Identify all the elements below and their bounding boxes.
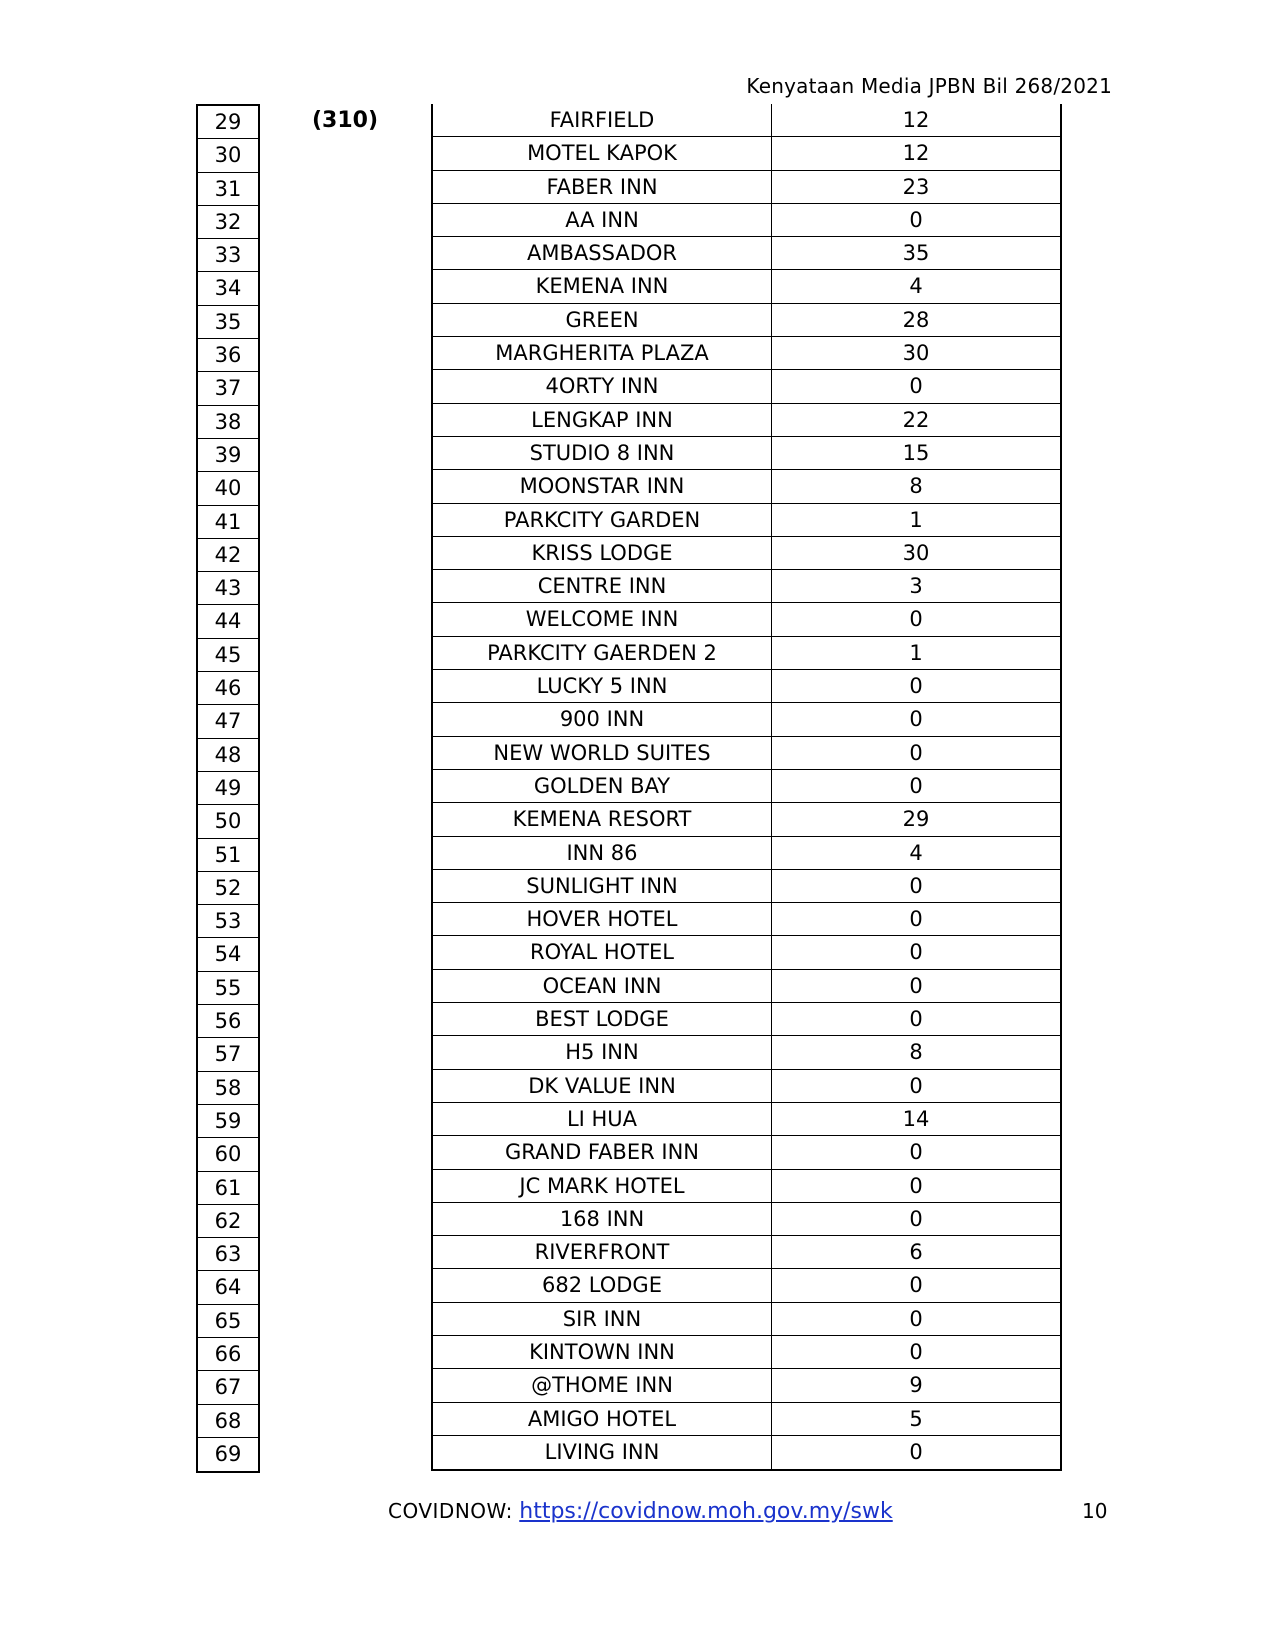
row-number: 63 (198, 1238, 258, 1271)
case-count: 8 (909, 1040, 923, 1065)
row-number: 55 (198, 972, 258, 1005)
row-number: 37 (198, 372, 258, 405)
premise-name: STUDIO 8 INN (433, 437, 772, 469)
premise-name: LUCKY 5 INN (433, 670, 772, 702)
row-number: 44 (198, 605, 258, 638)
row-number: 38 (198, 406, 258, 439)
table-row (433, 903, 1060, 936)
table-row (433, 337, 1060, 370)
table-row (433, 171, 1060, 204)
case-count: 9 (909, 1373, 923, 1398)
table-row (433, 670, 1060, 703)
row-number: 54 (198, 938, 258, 971)
footer (388, 1499, 893, 1524)
case-count: 5 (909, 1406, 923, 1431)
case-count: 8 (909, 474, 923, 499)
row-number: 50 (198, 805, 258, 838)
premise-name: RIVERFRONT (433, 1236, 772, 1268)
premise-name: WELCOME INN (433, 603, 772, 635)
row-number: 60 (198, 1138, 258, 1171)
row-number: 56 (198, 1005, 258, 1038)
case-count: 12 (902, 108, 930, 132)
table-row (433, 737, 1060, 770)
case-count: 4 (909, 840, 923, 865)
table-row (433, 437, 1060, 470)
table-row (433, 870, 1060, 903)
footer-label: COVIDNOW: (388, 1499, 513, 1523)
table-row (433, 1070, 1060, 1103)
case-count: 0 (909, 1339, 923, 1364)
case-count: 0 (909, 873, 923, 898)
group-total-label: (310) (312, 108, 379, 133)
row-number: 57 (198, 1038, 258, 1071)
row-number: 34 (198, 272, 258, 305)
table-row (433, 537, 1060, 570)
premise-name: JC MARK HOTEL (433, 1170, 772, 1202)
case-count: 3 (909, 574, 923, 599)
table-row (433, 1103, 1060, 1136)
row-number: 41 (198, 506, 258, 539)
premise-name: CENTRE INN (433, 570, 772, 602)
row-number: 52 (198, 872, 258, 905)
table-row (433, 470, 1060, 503)
premise-name: FABER INN (433, 171, 772, 203)
premise-name: H5 INN (433, 1036, 772, 1068)
case-count: 0 (909, 1439, 923, 1464)
table-row (433, 1369, 1060, 1402)
row-number: 62 (198, 1205, 258, 1238)
row-number: 42 (198, 539, 258, 572)
table-row (433, 1269, 1060, 1302)
case-count: 1 (909, 507, 923, 532)
premise-name: NEW WORLD SUITES (433, 737, 772, 769)
row-number: 36 (198, 339, 258, 372)
case-count: 0 (909, 207, 923, 232)
table-row (433, 304, 1060, 337)
case-count: 4 (909, 274, 923, 299)
case-count: 0 (909, 1007, 923, 1032)
case-count: 12 (902, 141, 930, 166)
case-count: 14 (902, 1106, 930, 1131)
case-count: 15 (902, 440, 930, 465)
case-count: 0 (909, 740, 923, 765)
case-count: 0 (909, 374, 923, 399)
table-row (433, 1236, 1060, 1269)
row-number: 69 (214, 1441, 242, 1466)
table-row (433, 603, 1060, 636)
row-number: 32 (198, 206, 258, 239)
table-row (433, 970, 1060, 1003)
row-number: 39 (198, 439, 258, 472)
table-row (433, 837, 1060, 870)
table-row (433, 1036, 1060, 1069)
premise-name: KINTOWN INN (433, 1336, 772, 1368)
row-number: 45 (198, 639, 258, 672)
premise-name: INN 86 (433, 837, 772, 869)
premise-name: BEST LODGE (433, 1003, 772, 1035)
premise-name: KEMENA INN (433, 270, 772, 302)
table-row (433, 1303, 1060, 1336)
table-row (433, 803, 1060, 836)
table-row (433, 1136, 1060, 1169)
case-count: 0 (909, 973, 923, 998)
row-number: 49 (198, 772, 258, 805)
table-row (433, 1403, 1060, 1436)
row-number: 61 (198, 1172, 258, 1205)
case-count: 1 (909, 640, 923, 665)
premise-name: AMIGO HOTEL (433, 1403, 772, 1435)
case-count: 35 (902, 241, 930, 266)
case-count: 29 (902, 807, 930, 832)
case-count: 6 (909, 1240, 923, 1265)
table-row (433, 404, 1060, 437)
row-number-column (196, 104, 260, 1473)
premise-name: AA INN (433, 204, 772, 236)
case-count: 28 (902, 307, 930, 332)
premise-name: 168 INN (433, 1203, 772, 1235)
premise-name: MOONSTAR INN (433, 470, 772, 502)
table-row (433, 637, 1060, 670)
case-count: 0 (909, 1306, 923, 1331)
premise-name: GRAND FABER INN (433, 1136, 772, 1168)
row-number: 30 (198, 139, 258, 172)
table-row (433, 204, 1060, 237)
premise-name: 682 LODGE (433, 1269, 772, 1301)
table-row (433, 104, 1060, 137)
row-number: 58 (198, 1072, 258, 1105)
row-number: 48 (198, 739, 258, 772)
table-row (433, 570, 1060, 603)
page-number: 10 (1082, 1499, 1108, 1523)
case-count: 0 (909, 1073, 923, 1098)
premise-name: MOTEL KAPOK (433, 137, 772, 169)
row-number: 33 (198, 239, 258, 272)
premise-name: HOVER HOTEL (433, 903, 772, 935)
table-row (433, 1170, 1060, 1203)
row-number: 40 (198, 472, 258, 505)
table-row (433, 703, 1060, 736)
document-reference: Kenyataan Media JPBN Bil 268/2021 (746, 74, 1112, 98)
premise-name: LI HUA (433, 1103, 772, 1135)
row-number: 67 (198, 1371, 258, 1404)
case-count: 0 (909, 940, 923, 965)
row-number: 31 (198, 173, 258, 206)
table-row (433, 936, 1060, 969)
premises-table (431, 104, 1062, 1471)
case-count: 0 (909, 773, 923, 798)
row-number: 35 (198, 306, 258, 339)
premise-name: KEMENA RESORT (433, 803, 772, 835)
row-number: 65 (198, 1305, 258, 1338)
case-count: 0 (909, 907, 923, 932)
premise-name: ROYAL HOTEL (433, 936, 772, 968)
premise-name: SUNLIGHT INN (433, 870, 772, 902)
case-count: 30 (902, 341, 930, 366)
case-count: 0 (909, 707, 923, 732)
table-row (433, 770, 1060, 803)
row-number: 43 (198, 572, 258, 605)
premise-name: @THOME INN (433, 1369, 772, 1401)
case-count: 23 (902, 174, 930, 199)
premise-name: 4ORTY INN (433, 370, 772, 402)
table-row (433, 270, 1060, 303)
row-number: 64 (198, 1271, 258, 1304)
premise-name: AMBASSADOR (433, 237, 772, 269)
row-number: 68 (198, 1405, 258, 1438)
row-number: 66 (198, 1338, 258, 1371)
row-number: 51 (198, 839, 258, 872)
covidnow-link[interactable]: https://covidnow.moh.gov.my/swk (519, 1499, 893, 1524)
table-row (433, 504, 1060, 537)
case-count: 0 (909, 674, 923, 699)
premise-name: PARKCITY GARDEN (433, 504, 772, 536)
case-count: 0 (909, 1173, 923, 1198)
premise-name: FAIRFIELD (433, 104, 772, 136)
premise-name: PARKCITY GAERDEN 2 (433, 637, 772, 669)
row-number: 53 (198, 905, 258, 938)
premise-name: MARGHERITA PLAZA (433, 337, 772, 369)
premise-name: 900 INN (433, 703, 772, 735)
row-number: 46 (198, 672, 258, 705)
premise-name: DK VALUE INN (433, 1070, 772, 1102)
table-row (433, 137, 1060, 170)
premise-name: LIVING INN (433, 1436, 772, 1469)
table-row (433, 1436, 1060, 1469)
case-count: 30 (902, 540, 930, 565)
premise-name: LENGKAP INN (433, 404, 772, 436)
table-row (433, 237, 1060, 270)
case-count: 0 (909, 1140, 923, 1165)
premise-name: GREEN (433, 304, 772, 336)
case-count: 0 (909, 607, 923, 632)
premise-name: KRISS LODGE (433, 537, 772, 569)
case-count: 22 (902, 407, 930, 432)
row-number: 47 (198, 705, 258, 738)
table-row (433, 370, 1060, 403)
row-number: 59 (198, 1105, 258, 1138)
premise-name: OCEAN INN (433, 970, 772, 1002)
case-count: 0 (909, 1206, 923, 1231)
premise-name: SIR INN (433, 1303, 772, 1335)
row-number: 29 (198, 106, 258, 139)
table-row (433, 1203, 1060, 1236)
table-row (433, 1003, 1060, 1036)
premise-name: GOLDEN BAY (433, 770, 772, 802)
case-count: 0 (909, 1273, 923, 1298)
table-row (433, 1336, 1060, 1369)
